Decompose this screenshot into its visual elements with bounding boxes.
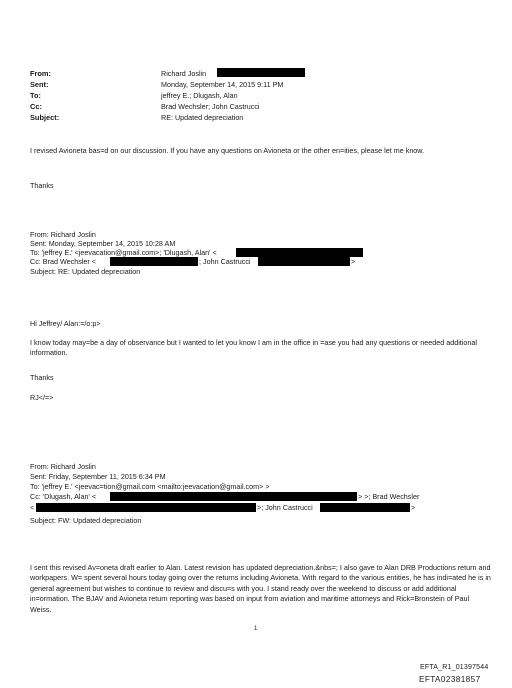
quoted2-to: To: 'jeffrey E.' <jeevac=tion@gmail.com <mailto:jeevacation@gmail.com> > — [30, 482, 270, 491]
to-label: To: — [30, 91, 41, 100]
redaction-box — [110, 257, 198, 266]
quoted1-from: From: Richard Joslin — [30, 230, 96, 239]
quoted2-subject: Subject: FW: Updated depreciation — [30, 516, 142, 525]
message-body: I revised Avioneta bas=d on our discussion. If you have any questions on Avioneta or the other en=ities, please let me know. — [30, 146, 425, 155]
quoted2-from: From: Richard Joslin — [30, 462, 96, 471]
quoted1-cc-end: > — [351, 257, 356, 266]
bates-number-large: EFTA02381857 — [419, 675, 481, 684]
redaction-box — [320, 503, 410, 512]
sent-value: Monday, September 14, 2015 9:11 PM — [161, 80, 284, 89]
quoted2-line4-name: >; John Castrucci — [257, 503, 313, 512]
sent-label: Sent: — [30, 80, 49, 89]
quoted2-sent: Sent: Friday, September 11, 2015 6:34 PM — [30, 472, 166, 481]
to-value: jeffrey E.; Dlugash, Alan — [161, 91, 238, 100]
cc-label: Cc: — [30, 102, 42, 111]
quoted1-cc: Cc: Brad Wechsler < — [30, 257, 96, 266]
quoted1-cc-name: ; John Castrucci — [199, 257, 251, 266]
quoted1-to: To: 'jeffrey E.' <jeevacation@gmail.com>; 'Dlugash, Alan' < — [30, 248, 217, 257]
subject-label: Subject: — [30, 113, 60, 122]
bates-number-small: EFTA_R1_01397544 — [420, 664, 489, 671]
redaction-box — [110, 492, 357, 501]
page-number: 1 — [254, 626, 258, 632]
from-value: Richard Joslin — [161, 69, 207, 78]
redaction-box — [217, 68, 305, 77]
redaction-box — [36, 503, 256, 512]
quoted2-body: I sent this revised Av=oneta draft earlier to Alan. Latest revision has updated depreciation.&nbs=; I also gave to Alan DRB Productions return and workpapers. W= spent several hours today going over the returns including Avioneta. With regard to the various entities, he has indi=ated he is in general agreement but wishes to continue to review and discu=s with you. I stand ready over the weekend to discuss or add additional in=ormation. The BJAV and Avioneta return reporting was based on input from aviation and maritime attorneys and Rick=Bronstein of Paul Weiss. — [30, 563, 491, 614]
quoted1-sent: Sent: Monday, September 14, 2015 10:28 AM — [30, 239, 176, 248]
quoted2-line4-start: < — [30, 503, 35, 512]
redaction-box — [236, 248, 363, 257]
quoted2-cc: Cc: 'Dlugash, Alan' < — [30, 492, 97, 501]
quoted1-body: I know today may=be a day of observance but I wanted to let you know I am in the office in =ase you had any questions or needed additional information. — [30, 338, 477, 358]
quoted2-line4-end: > — [411, 503, 416, 512]
message-closing: Thanks — [30, 181, 54, 190]
quoted1-greeting: Hi Jeffrey/ Alan:=/o:p> — [30, 319, 101, 328]
quoted1-signature: RJ</=> — [30, 393, 54, 402]
quoted1-subject: Subject: RE: Updated depreciation — [30, 267, 141, 276]
quoted2-cc-name: > >; Brad Wechsler — [358, 492, 420, 501]
quoted1-closing: Thanks — [30, 373, 54, 382]
from-label: From: — [30, 69, 51, 78]
subject-value: RE: Updated depreciation — [161, 113, 244, 122]
cc-value: Brad Wechsler; John Castrucci — [161, 102, 260, 111]
redaction-box — [258, 257, 350, 266]
